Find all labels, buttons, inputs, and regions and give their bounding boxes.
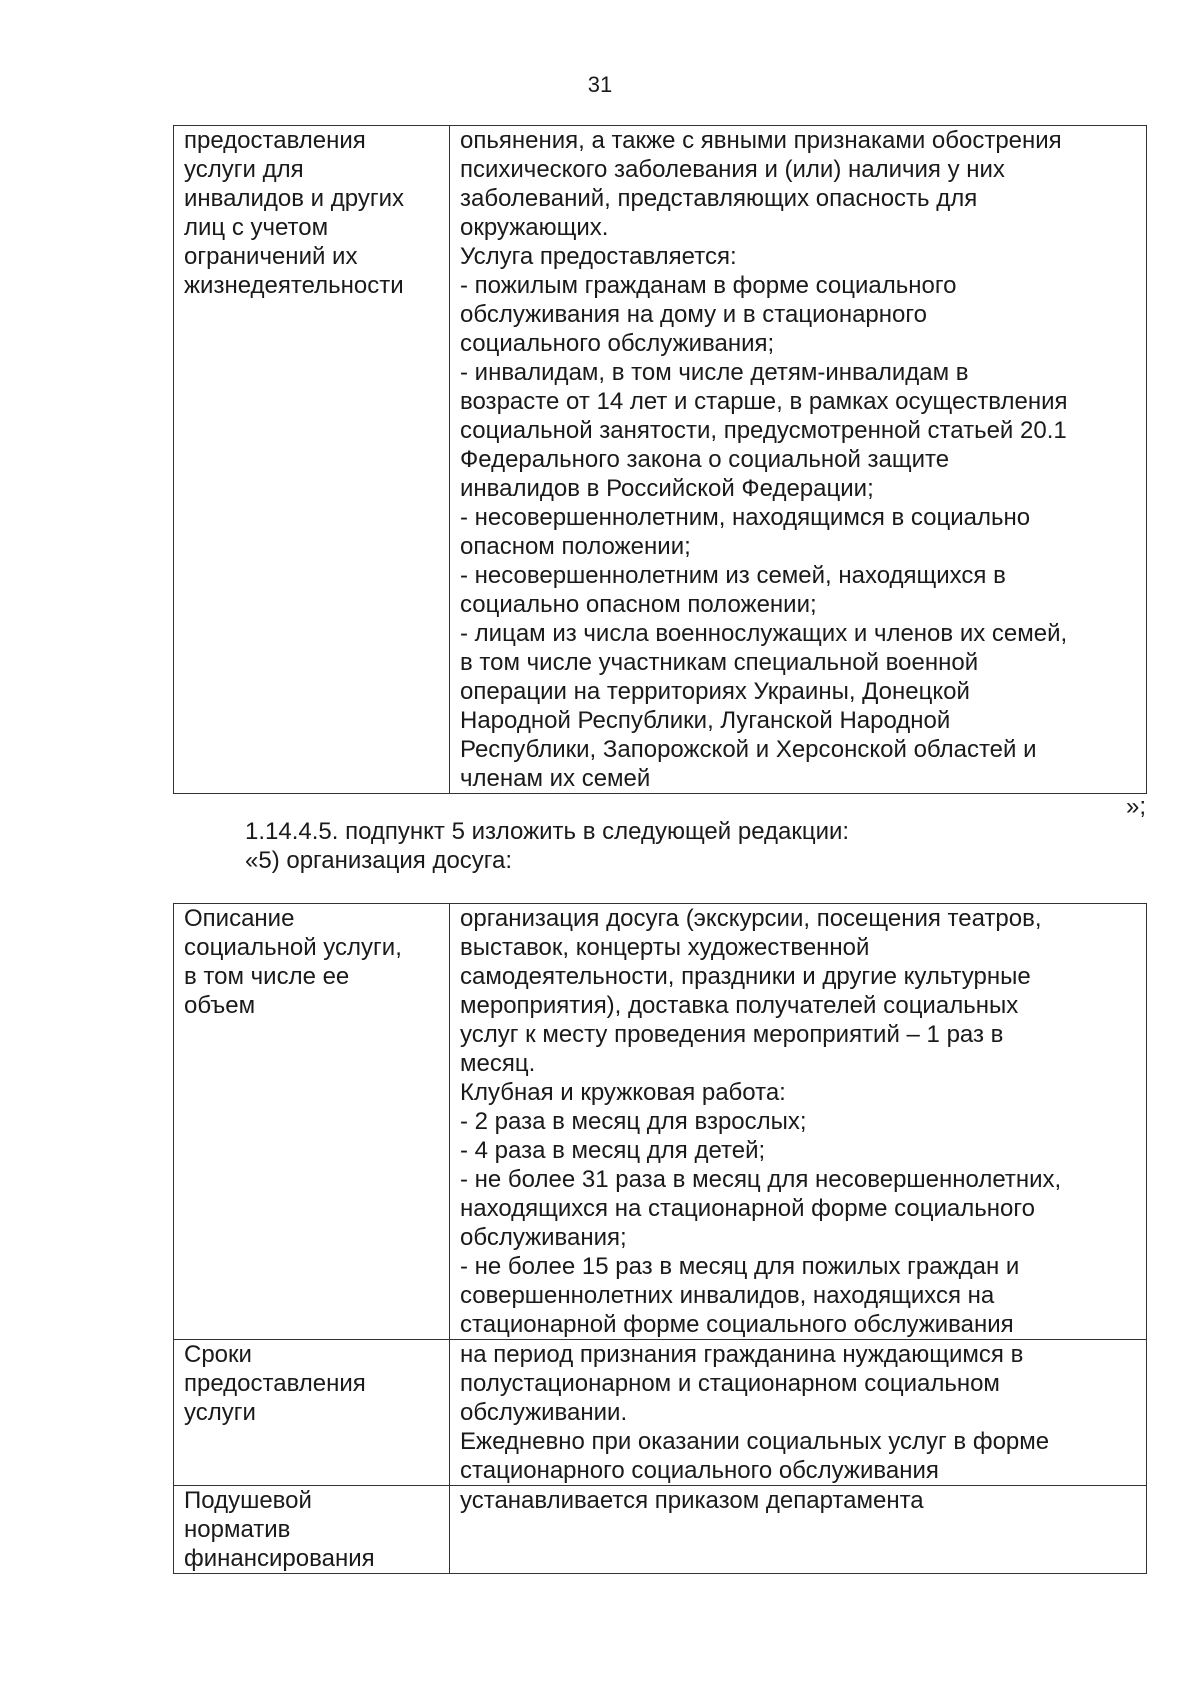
subitem-heading: «5) организация досуга: bbox=[245, 847, 513, 874]
table-row bbox=[174, 1486, 1147, 1574]
service-table-continuation bbox=[173, 125, 1147, 794]
page-number: 31 bbox=[587, 72, 613, 97]
leisure-service-table bbox=[173, 903, 1147, 1574]
row-content-cell: опьянения, а также с явными признаками обострения психического заболевания и (или) наличия у них заболеваний, представляющих опасность для окружающих. Услуга предоставляется: - пожилым гражданам в форме социального обслуживания на дому и в стационарного социального обслуживания; - инвалидам, в том числе детям-инвалидам в возрасте от 14 лет и старше, в рамках осуществления социальной занятости, предусмотренной статьей 20.1 Федерального закона о социальной защите инвалидов в Российской Федерации; - несовершеннолетним, находящимся в социально опасном положении; - несовершеннолетним из семей, находящихся в социально опасном положении; - лицам из числа военнослужащих и членов их семей, в том числе участникам специальной военной операции на территориях Украины, Донецкой Народной Республики, Луганской Народной Республики, Запорожской и Херсонской областей и членам их семей bbox=[450, 126, 1147, 794]
row-label-cell: Описание социальной услуги, в том числе ее объем bbox=[174, 904, 450, 1340]
table-row bbox=[174, 904, 1147, 1340]
row-label-cell: Подушевой норматив финансирования bbox=[174, 1486, 450, 1574]
amendment-paragraph: 1.14.4.5. подпункт 5 изложить в следующей редакции: bbox=[245, 818, 850, 845]
closing-quote: »; bbox=[1125, 793, 1146, 820]
table-row bbox=[174, 1340, 1147, 1486]
row-content-cell: на период признания гражданина нуждающимся в полустационарном и стационарном социальном обслуживании. Ежедневно при оказании социальных услуг в форме стационарного социального обслуживания bbox=[450, 1340, 1147, 1486]
table-row bbox=[174, 126, 1147, 794]
row-content-cell: устанавливается приказом департамента bbox=[450, 1486, 1147, 1574]
row-content-cell: организация досуга (экскурсии, посещения театров, выставок, концерты художественной самодеятельности, праздники и другие культурные мероприятия), доставка получателей социальных услуг к месту проведения мероприятий – 1 раз в месяц. Клубная и кружковая работа: - 2 раза в месяц для взрослых; - 4 раза в месяц для детей; - не более 31 раза в месяц для несовершеннолетних, находящихся на стационарной форме социального обслуживания; - не более 15 раз в месяц для пожилых граждан и совершеннолетних инвалидов, находящихся на стационарной форме социального обслуживания bbox=[450, 904, 1147, 1340]
row-label-cell: Сроки предоставления услуги bbox=[174, 1340, 450, 1486]
row-label-cell: предоставления услуги для инвалидов и других лиц с учетом ограничений их жизнедеятельности bbox=[174, 126, 450, 794]
